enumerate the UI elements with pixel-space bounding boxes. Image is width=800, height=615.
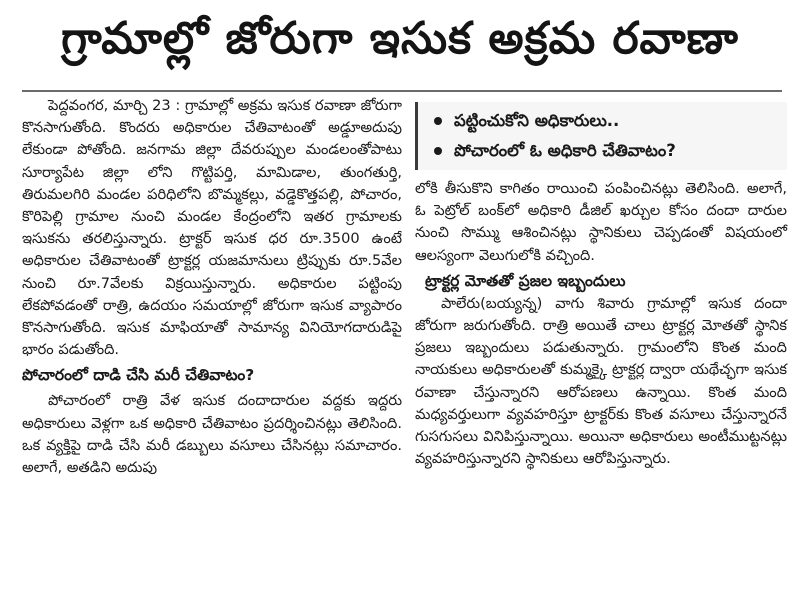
- highlight-item: [428, 136, 779, 166]
- left-subhead: పోచారంలో దాడి చేసి మరీ చేతివాటం?: [22, 366, 255, 385]
- bullet-icon: [434, 147, 442, 155]
- left-column: [22, 92, 402, 612]
- right-second-paragraph: పాలేరు(బయ్యన్న) వాగు శివారు గ్రామాల్లో ఇసుక దందా జోరుగా జరుగుతోంది. రాత్రి అయితే చాలు ట్రాక్టర్ల మోతతో స్థానిక ప్రజలు ఇబ్బందులు పడుతున్నారు. గ్రామంలోని కొంత మంది నాయకులు అధికారులతో కుమ్మక్కై ట్రాక్టర్ల ద్వారా యథేచ్ఛగా ఇసుక రవాణా చేస్తున్నారని ఆరోపణలు ఉన్నాయి. కొంత మంది మధ్యవర్తులుగా వ్యవహరిస్తూ ట్రాక్టర్‌కు కొంత వసూలు చేస్తున్నారనే గుసగుసలు వినిపిస్తున్నాయి. అయినా అధికారులు అంటీముట్టనట్లు వ్యవహరిస్తున్నారని స్థానికులు ఆరోపిస్తున్నారు.: [415, 294, 787, 468]
- headline: గ్రామాల్లో జోరుగా ఇసుక అక్రమ రవాణా: [61, 13, 739, 64]
- highlight-item: [428, 106, 779, 136]
- left-second-paragraph: పోచారంలో రాత్రి వేళ ఇసుక దందాదారుల వద్దకు ఇద్దరు అధికారులు వెళ్లగా ఒక అధికారి చేతివాటం ప్రదర్శించినట్లు తెలిసింది. ఒక వ్యక్తిపై దాడి చేసి మరీ డబ్బులు వసూలు చేసినట్లు సమాచారం. అలాగే, అతడిని అదుపు: [22, 392, 402, 477]
- highlight-text: పట్టించుకోని అధికారులు..: [454, 111, 620, 130]
- continuation-paragraph: లోకి తీసుకొని కాగితం రాయించి పంపించినట్లు తెలిసింది. అలాగే, ఓ పెట్రోల్ బంక్‌లో అధికారి డీజిల్ ఖర్చుల కోసం దందా దారుల నుంచి సొమ్ము ఆశించినట్లు స్థానికులు చెప్పడంతో విషయంలో ఆలస్యంగా వెలుగులోకి వచ్చింది.: [415, 180, 787, 264]
- right-subhead: ట్రాక్టర్ల మోతతో ప్రజల ఇబ్బందులు: [425, 271, 626, 290]
- lead-paragraph: పెద్దవంగర, మార్చి 23 : గ్రామాల్లో అక్రమ ఇసుక రవాణా జోరుగా కొనసాగుతోంది. కొందరు అధికారుల చేతివాటంతో అడ్డూఅదుపు లేకుండా పోతోంది. జనగామ జిల్లా దేవరుప్పుల మండలంతోపాటు సూర్యాపేట జిల్లా లోని గొట్టిపర్తి, మామిడాల, తుంగతుర్తి, తిరుమలగిరి మండల పరిధిలోని బొమ్మకల్లు, వడ్డెకొత్తపల్లి, పోచారం, కొరిపెల్లి గ్రామాల నుంచి మండల కేంద్రంలోని ఇతర గ్రామాలకు ఇసుకను తరలిస్తున్నారు. ట్రాక్టర్ ఇసుక ధర రూ.3500 ఉంటే అధికారుల చేతివాటంతో ట్రాక్టర్ల యజమానులు ట్రిప్పుకు రూ.5వేల నుంచి రూ.7వేలకు విక్రయిస్తున్నారు. అధికారుల పట్టింపు లేకపోవడంతో రాత్రి, ఉదయం సమయాల్లో జోరుగా ఇసుక వ్యాపారం కొనసాగుతోంది. ఇసుక మాఫియాతో సామాన్య వినియోగదారుడిపై భారం పడుతోంది.: [22, 97, 402, 359]
- bullet-icon: [434, 117, 442, 125]
- highlights-box: [415, 102, 787, 170]
- right-column: [415, 92, 787, 612]
- highlight-text: పోచారంలో ఓ అధికారి చేతివాటం?: [454, 141, 676, 160]
